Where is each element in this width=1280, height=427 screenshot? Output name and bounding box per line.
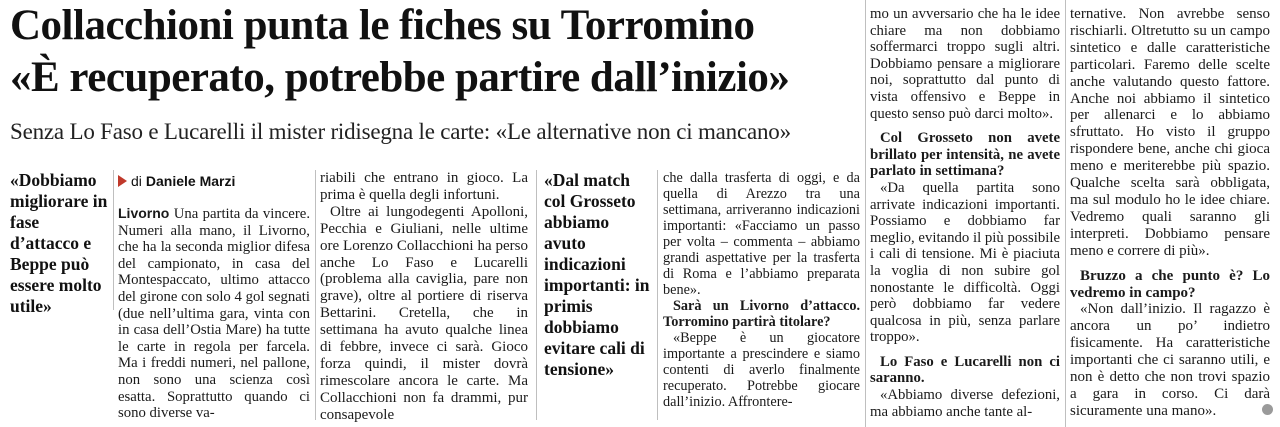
headline-line-1: Collacchioni punta le fiches su Torromino <box>10 2 755 49</box>
column-rule <box>536 170 537 420</box>
article-paragraph: «Non dall’inizio. Il ragazzo è ancora un po’ indietro fisicamente. Ha caratteristiche importanti che ci saranno utili, e non è detto che non trovi spazio a gara in corso. Ci darà sicuramente una mano». <box>1070 301 1270 419</box>
column-rule <box>865 0 866 427</box>
interview-question: Lo Faso e Lucarelli non ci saranno. <box>870 353 1060 387</box>
byline-marker-icon <box>118 175 127 187</box>
article-paragraph <box>118 205 310 422</box>
column-rule <box>315 170 316 420</box>
pull-quote-middle: «Dal match col Grosseto abbiamo avuto indicazioni importanti: in primis dobbiamo evitare cali di tensione» <box>544 170 650 379</box>
article-column-5 <box>1070 6 1270 420</box>
byline-author: Daniele Marzi <box>145 173 236 189</box>
pull-quote-left: «Dobbiamo migliorare in fase d’attacco e Beppe può essere molto utile» <box>10 170 108 316</box>
article-paragraph: «Abbiamo diverse defezioni, ma abbiamo anche tante al- <box>870 387 1060 420</box>
article-paragraph: «Da quella partita sono arrivate indicazioni importanti. Possiamo e dobbiamo far meglio, evitando il più possibile i cali di tensione. Mi è piaciuta la voglia di non subire gol nonostante le difficoltà. Oggi però dobbiamo far vedere qualcosa in più, senza parlare troppo». <box>870 179 1060 346</box>
headline-line-2: «È recuperato, potrebbe partire dall’inizio» <box>10 54 790 101</box>
column-rule <box>1065 0 1066 427</box>
article-paragraph: mo un avversario che ha le idee chiare ma non dobbiamo soffermarci troppo sugli altri. Dobbiamo pensare a migliorare noi, soprattutto dal punto di vista offensivo e Beppe in questo senso può darci molto». <box>870 6 1060 122</box>
article-column-3 <box>663 170 860 410</box>
interview-question: Bruzzo a che punto è? Lo vedremo in campo? <box>1070 267 1270 301</box>
column-rule <box>657 170 658 420</box>
article-paragraph: Oltre ai lungodegenti Apolloni, Pecchia e Giuliani, nelle ultime ore Lorenzo Collacchioni ha perso anche Lo Faso e Lucarelli (problema alla caviglia, pare non grave), oltre al portiere di riserva Bettarini. Cretella, che in settimana ha avuto qualche linea di febbre, invece ci sarà. Gioco forza quindi, il mister dovrà rimescolare ancora le carte. Ma Collacchioni non fa drammi, pur consapevole <box>320 203 528 423</box>
interview-question: Sarà un Livorno d’attacco. Torromino partirà titolare? <box>663 298 860 330</box>
end-of-article-dot-icon <box>1262 404 1273 415</box>
article-paragraph: riabili che entrano in gioco. La prima è quella degli infortuni. <box>320 170 528 203</box>
dateline: Livorno <box>118 205 170 221</box>
subheadline: Senza Lo Faso e Lucarelli il mister ridisegna le carte: «Le alternative non ci mancano» <box>10 119 791 144</box>
byline <box>118 171 310 191</box>
article-paragraph: che dalla trasferta di oggi, e da quella di Arezzo tra una settimana, arriveranno indicazioni importanti: «Facciamo un passo per volta – commenta – abbiamo grandi aspettative per la trasferta di Roma e l’abbiamo preparata bene». <box>663 170 860 298</box>
article-paragraph: ternative. Non avrebbe senso rischiarli. Oltretutto su un campo sintetico e dalle caratteristiche particolari. Faremo delle scelte anche valutando questo fattore. Anche noi abbiamo il sintetico per allenarci e lo abbiamo sfruttato. Ho visto il gruppo rispondere bene, anche chi gioca meno e meriterebbe più spazio. Qualche scelta sarà obbligata, ma sul modulo ho le idee chiare. Vedremo quali saranno gli interpreti. Dobbiamo pensare meno e correre di più». <box>1070 6 1270 259</box>
article-text: Una partita da vincere. Numeri alla mano, il Livorno, che ha la seconda miglior difesa del campionato, in casa del Montespaccato, ultimo attacco del girone con solo 4 gol segnati (due nell’ultima gara, vinta con in casa dell’Ostia Mare) ha tutte le carte in regola per farcela. Ma i freddi numeri, nel pallone, non sono una scienza così esatta. Soprattutto quando ci sono diverse va- <box>118 206 311 422</box>
interview-question: Col Grosseto non avete brillato per intensità, ne avete parlato in settimana? <box>870 130 1060 180</box>
article-column-4 <box>870 6 1060 420</box>
article-paragraph: «Beppe è un giocatore importante a prescindere e siamo contenti di averlo finalmente recuperato. Potrebbe giocare dall’inizio. Affrontere- <box>663 330 860 410</box>
byline-prefix: di <box>131 173 142 189</box>
article-column-1 <box>118 205 310 422</box>
column-rule <box>113 170 114 310</box>
article-column-2 <box>320 170 528 424</box>
